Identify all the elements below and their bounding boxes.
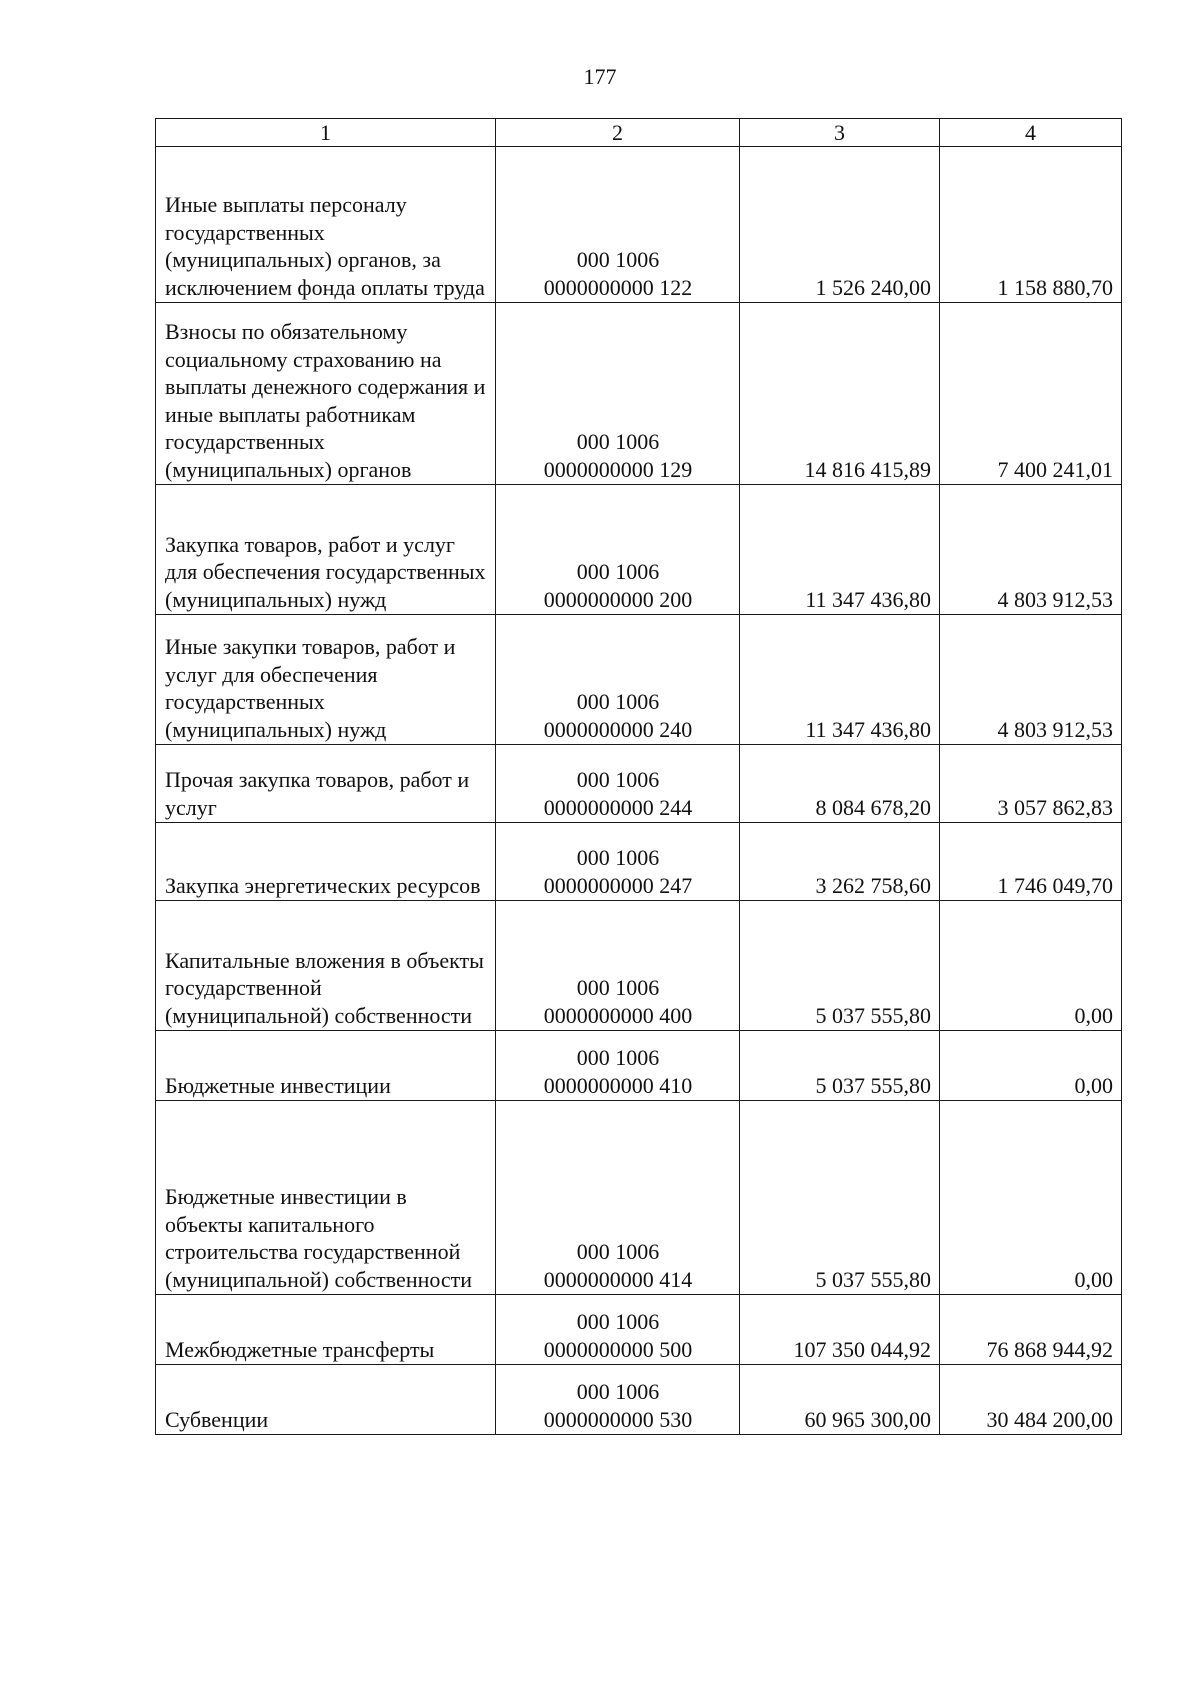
row-value-col4: 0,00 bbox=[940, 901, 1122, 1031]
row-value-col3: 5 037 555,80 bbox=[740, 901, 940, 1031]
row-value-col4: 3 057 862,83 bbox=[940, 745, 1122, 823]
table-row bbox=[156, 147, 1122, 303]
row-value-col3: 11 347 436,80 bbox=[740, 615, 940, 745]
row-code: 000 1006 0000000000 410 bbox=[496, 1031, 740, 1101]
row-value-col4: 4 803 912,53 bbox=[940, 485, 1122, 615]
row-value-col4: 76 868 944,92 bbox=[940, 1295, 1122, 1365]
row-name: Иные закупки товаров, работ и услуг для обеспечения государственных (муниципальных) нужд bbox=[156, 615, 496, 745]
row-name: Бюджетные инвестиции в объекты капитального строительства государственной (муниципальной) собственности bbox=[156, 1101, 496, 1295]
row-value-col3: 5 037 555,80 bbox=[740, 1031, 940, 1101]
row-value-col3: 3 262 758,60 bbox=[740, 823, 940, 901]
table-row bbox=[156, 823, 1122, 901]
row-name: Иные выплаты персоналу государственных (муниципальных) органов, за исключением фонда оплаты труда bbox=[156, 147, 496, 303]
row-value-col3: 5 037 555,80 bbox=[740, 1101, 940, 1295]
row-code: 000 1006 0000000000 500 bbox=[496, 1295, 740, 1365]
row-value-col3: 107 350 044,92 bbox=[740, 1295, 940, 1365]
column-header: 4 bbox=[940, 119, 1122, 147]
page-number: 177 bbox=[583, 64, 617, 89]
table-row bbox=[156, 1295, 1122, 1365]
column-header: 2 bbox=[496, 119, 740, 147]
row-value-col4: 4 803 912,53 bbox=[940, 615, 1122, 745]
table-row bbox=[156, 901, 1122, 1031]
row-value-col4: 0,00 bbox=[940, 1031, 1122, 1101]
row-value-col4: 7 400 241,01 bbox=[940, 303, 1122, 485]
table-row bbox=[156, 303, 1122, 485]
table-row bbox=[156, 1101, 1122, 1295]
row-name: Межбюджетные трансферты bbox=[156, 1295, 496, 1365]
table-row bbox=[156, 1031, 1122, 1101]
row-value-col4: 0,00 bbox=[940, 1101, 1122, 1295]
table-row bbox=[156, 1365, 1122, 1435]
row-name: Прочая закупка товаров, работ и услуг bbox=[156, 745, 496, 823]
row-code: 000 1006 0000000000 244 bbox=[496, 745, 740, 823]
row-value-col4: 1 746 049,70 bbox=[940, 823, 1122, 901]
row-value-col3: 14 816 415,89 bbox=[740, 303, 940, 485]
row-name: Субвенции bbox=[156, 1365, 496, 1435]
table-row bbox=[156, 485, 1122, 615]
row-code: 000 1006 0000000000 247 bbox=[496, 823, 740, 901]
row-value-col4: 1 158 880,70 bbox=[940, 147, 1122, 303]
row-value-col3: 8 084 678,20 bbox=[740, 745, 940, 823]
row-value-col3: 60 965 300,00 bbox=[740, 1365, 940, 1435]
table-row bbox=[156, 615, 1122, 745]
row-code: 000 1006 0000000000 414 bbox=[496, 1101, 740, 1295]
row-name: Бюджетные инвестиции bbox=[156, 1031, 496, 1101]
row-value-col4: 30 484 200,00 bbox=[940, 1365, 1122, 1435]
row-code: 000 1006 0000000000 240 bbox=[496, 615, 740, 745]
row-code: 000 1006 0000000000 200 bbox=[496, 485, 740, 615]
budget-table bbox=[155, 118, 1122, 1435]
table-row bbox=[156, 745, 1122, 823]
column-header: 1 bbox=[156, 119, 496, 147]
row-value-col3: 1 526 240,00 bbox=[740, 147, 940, 303]
row-name: Закупка товаров, работ и услуг для обеспечения государственных (муниципальных) нужд bbox=[156, 485, 496, 615]
column-header: 3 bbox=[740, 119, 940, 147]
row-name: Взносы по обязательному социальному страхованию на выплаты денежного содержания и иные выплаты работникам государственных (муниципальных) органов bbox=[156, 303, 496, 485]
row-code: 000 1006 0000000000 122 bbox=[496, 147, 740, 303]
header-row bbox=[156, 119, 1122, 147]
row-code: 000 1006 0000000000 129 bbox=[496, 303, 740, 485]
row-name: Капитальные вложения в объекты государственной (муниципальной) собственности bbox=[156, 901, 496, 1031]
row-code: 000 1006 0000000000 400 bbox=[496, 901, 740, 1031]
row-code: 000 1006 0000000000 530 bbox=[496, 1365, 740, 1435]
row-name: Закупка энергетических ресурсов bbox=[156, 823, 496, 901]
row-value-col3: 11 347 436,80 bbox=[740, 485, 940, 615]
